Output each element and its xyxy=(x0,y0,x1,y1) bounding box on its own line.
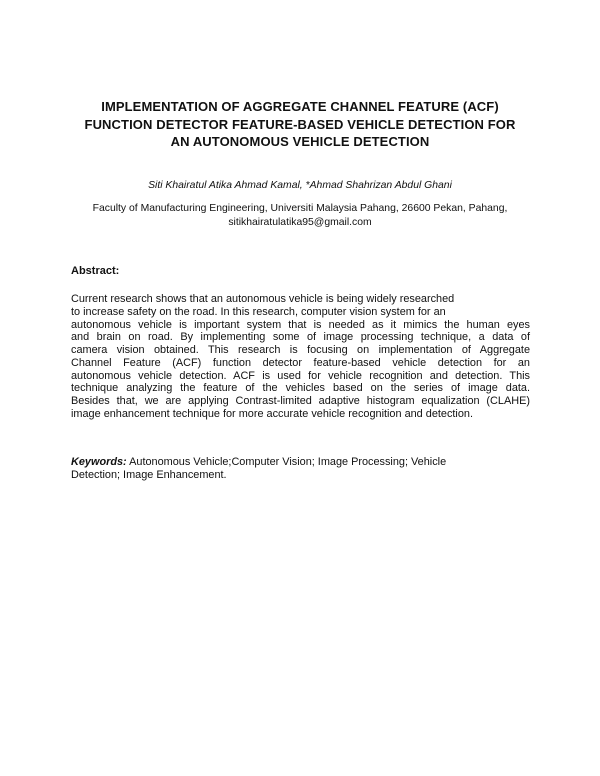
affiliation-line: Faculty of Manufacturing Engineering, Universiti Malaysia Pahang, 26600 Pekan, Pahang, xyxy=(92,203,508,214)
abstract-line: image enhancement technique for more accurate vehicle recognition and detection. xyxy=(71,407,473,420)
keywords-text: Detection; Image Enhancement. xyxy=(71,469,227,481)
abstract-body xyxy=(71,293,530,421)
abstract-line: technique analyzing the feature of the vehicles based on the series of image data. xyxy=(71,382,530,395)
abstract-line: autonomous vehicle is important system that is needed as it mimics the human eyes xyxy=(71,318,530,331)
abstract-heading: Abstract: xyxy=(71,265,120,277)
author-list: Siti Khairatul Atika Ahmad Kamal, *Ahmad Shahrizan Abdul Ghani xyxy=(148,180,452,191)
abstract-line: to increase safety on the road. In this research, computer vision system for an xyxy=(71,305,446,318)
title-line: AN AUTONOMOUS VEHICLE DETECTION xyxy=(170,134,430,149)
abstract-line: autonomous vehicle detection. ACF is used for vehicle recognition and detection. This xyxy=(71,369,530,382)
abstract-line: camera vision obtained. This research is focusing on implementation of Aggregate xyxy=(71,344,530,356)
paper-title xyxy=(60,98,540,151)
keywords-block xyxy=(71,456,530,482)
abstract-line: Current research shows that an autonomous vehicle is being widely researched xyxy=(71,293,455,305)
affiliation xyxy=(40,202,560,229)
title-line: IMPLEMENTATION OF AGGREGATE CHANNEL FEATURE (ACF) xyxy=(101,99,499,114)
abstract-line: and brain on road. By implementing some of image processing technique, a data of xyxy=(71,331,530,344)
title-line: FUNCTION DETECTOR FEATURE-BASED VEHICLE DETECTION FOR xyxy=(84,116,516,132)
keywords-label: Keywords: xyxy=(71,456,127,468)
abstract-line: Channel Feature (ACF) function detector feature-based vehicle detection for an xyxy=(71,356,530,369)
abstract-line: Besides that, we are applying Contrast-limited adaptive histogram equalization (CLAHE) xyxy=(71,395,530,407)
keywords-text: Autonomous Vehicle;Computer Vision; Image Processing; Vehicle xyxy=(129,456,447,468)
author-email: sitikhairatulatika95@gmail.com xyxy=(228,216,372,228)
